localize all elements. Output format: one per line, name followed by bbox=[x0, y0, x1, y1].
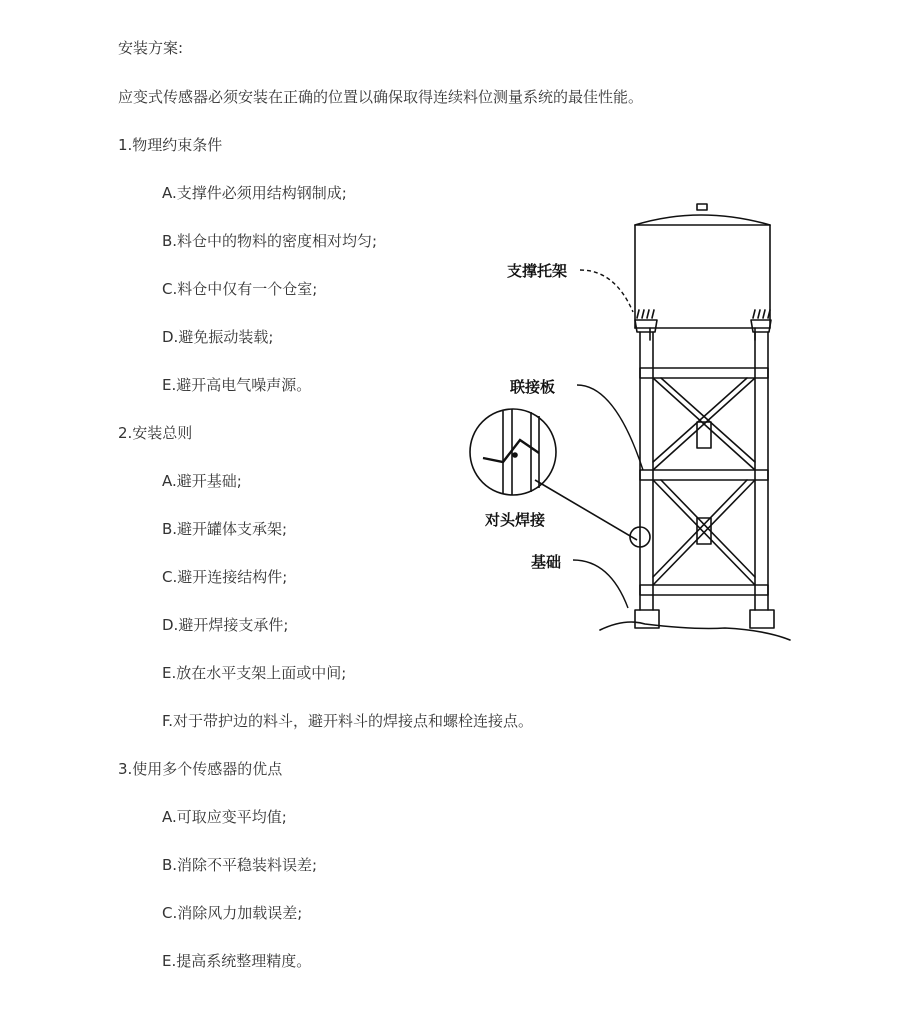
list-item: A.支撑件必须用结构钢制成; bbox=[162, 184, 347, 202]
label-butt-weld: 对头焊接 bbox=[485, 511, 546, 529]
list-item: B.料仓中的物料的密度相对均匀; bbox=[162, 232, 378, 250]
list-item: C.料仓中仅有一个仓室; bbox=[162, 280, 318, 298]
horizontal-beams bbox=[640, 368, 768, 595]
list-item: E.提高系统整理精度。 bbox=[162, 952, 312, 970]
label-support-bracket: 支撑托架 bbox=[507, 262, 568, 280]
section-title: 2.安装总则 bbox=[118, 424, 193, 442]
list-item: E.避开高电气噪声源。 bbox=[162, 376, 312, 394]
list-item: A.避开基础; bbox=[162, 472, 242, 490]
list-item: D.避免振动装载; bbox=[162, 328, 274, 346]
label-foundation: 基础 bbox=[531, 553, 562, 571]
list-item: E.放在水平支架上面或中间; bbox=[162, 664, 347, 682]
list-item: A.可取应变平均值; bbox=[162, 808, 287, 826]
intro-paragraph: 应变式传感器必须安装在正确的位置以确保取得连续料位测量系统的最佳性能。 bbox=[118, 88, 644, 106]
list-item: B.避开罐体支承架; bbox=[162, 520, 288, 538]
list-item: C.消除风力加载误差; bbox=[162, 904, 303, 922]
support-legs bbox=[640, 332, 768, 610]
list-item: B.消除不平稳装料误差; bbox=[162, 856, 318, 874]
label-connection-plate: 联接板 bbox=[510, 378, 556, 396]
silo-installation-diagram bbox=[465, 200, 800, 650]
section-title: 1.物理约束条件 bbox=[118, 136, 223, 154]
section-title: 3.使用多个传感器的优点 bbox=[118, 760, 283, 778]
list-item: F.对于带护边的料斗，避开料斗的焊接点和螺栓连接点。 bbox=[162, 712, 533, 730]
list-item: C.避开连接结构件; bbox=[162, 568, 288, 586]
leader-lines bbox=[573, 270, 643, 608]
list-item: D.避开焊接支承件; bbox=[162, 616, 289, 634]
foundation-pads bbox=[600, 610, 790, 640]
cross-bracing bbox=[653, 378, 755, 585]
silo-diagram-svg bbox=[465, 200, 800, 650]
heading: 安装方案: bbox=[118, 39, 184, 57]
